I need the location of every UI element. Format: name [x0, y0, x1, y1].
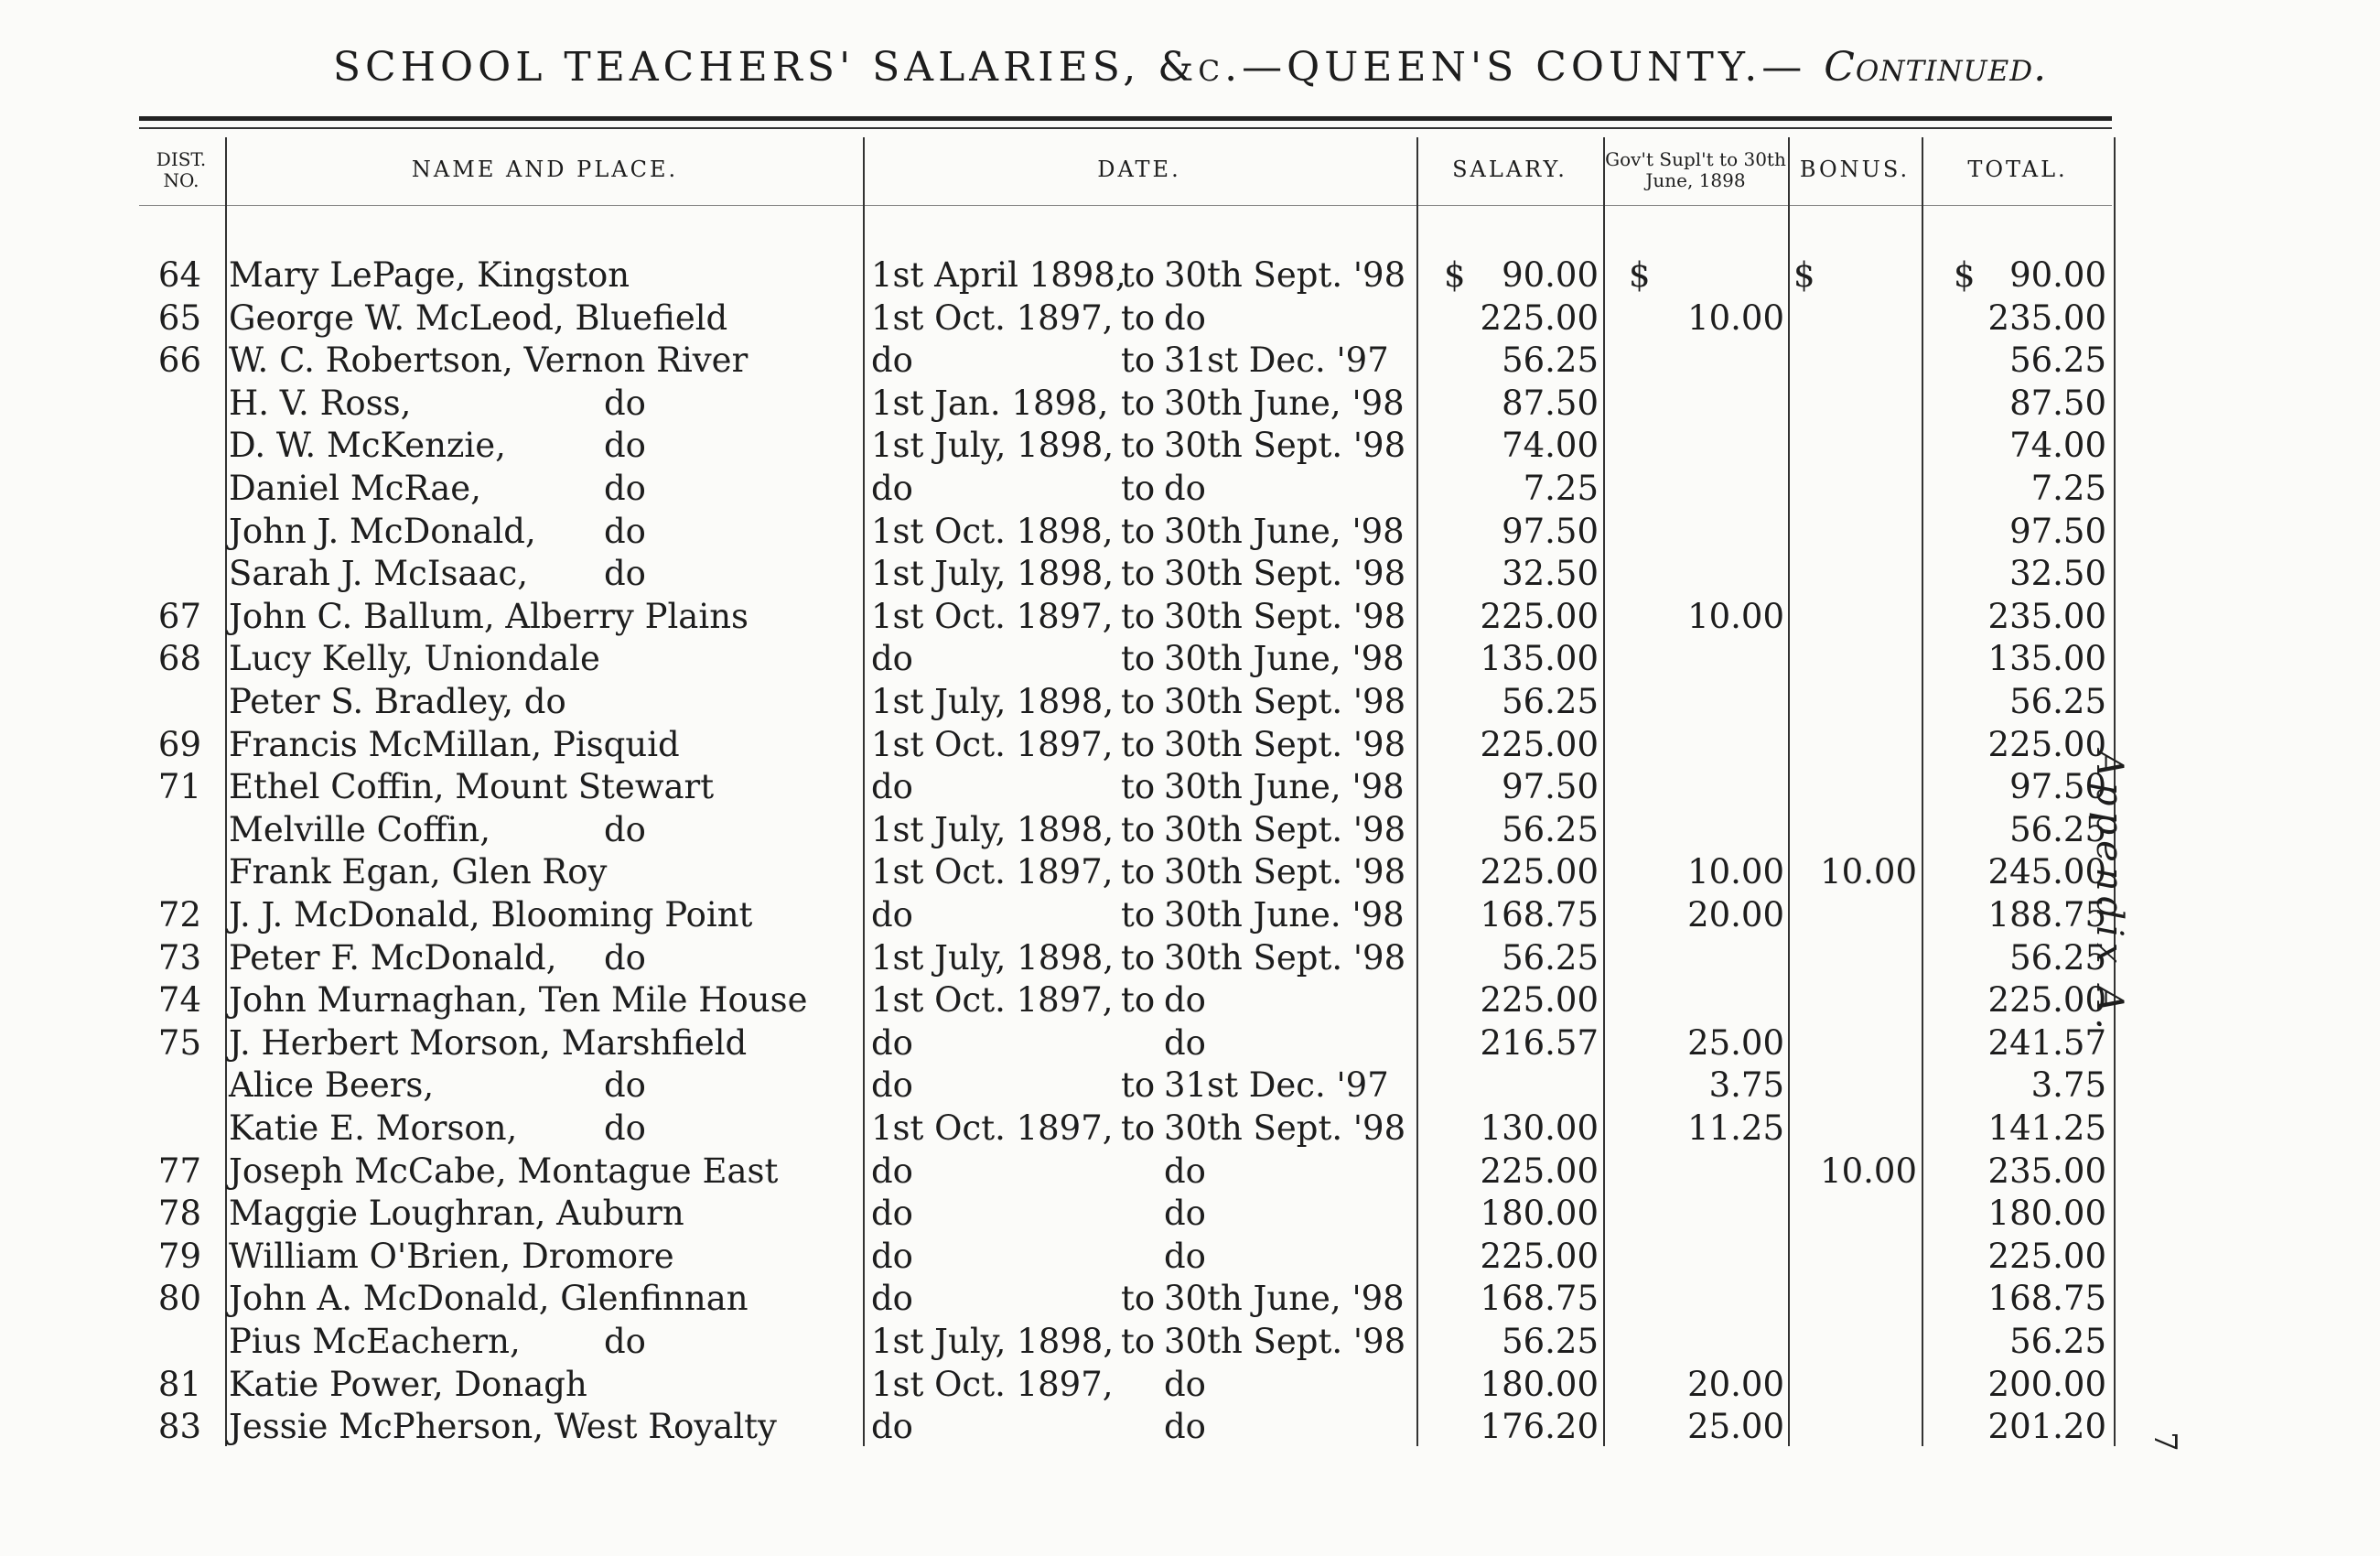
total-amount: 56.25 — [2009, 340, 2106, 380]
total-amount: 74.00 — [2009, 426, 2106, 465]
dist-number: 65 — [157, 298, 201, 338]
teacher-name: Mary LePage, Kingston — [229, 255, 630, 295]
total-amount: 97.50 — [2009, 512, 2106, 551]
column-divider — [1788, 137, 1790, 1446]
total-amount: 235.00 — [1987, 597, 2106, 636]
salary-amount: 225.00 — [1480, 298, 1599, 338]
column-header-rule — [139, 205, 2112, 206]
date-to: to — [1121, 1065, 1156, 1105]
bonus-amount: 10.00 — [1820, 1151, 1917, 1191]
dist-number: 68 — [157, 639, 201, 678]
date-from: do — [871, 1151, 913, 1191]
col-header-name: NAME AND PLACE. — [411, 157, 679, 183]
place-ditto: do — [604, 426, 646, 465]
date-end: do — [1164, 1151, 1206, 1191]
teacher-name: William O'Brien, Dromore — [229, 1237, 674, 1276]
total-amount: 87.50 — [2009, 384, 2106, 423]
date-to: to — [1121, 1108, 1156, 1148]
currency-symbol: $ — [1444, 255, 1466, 295]
date-from: 1st Oct. 1897, — [871, 725, 1114, 764]
currency-symbol: $ — [1793, 255, 1815, 295]
date-end: 31st Dec. '97 — [1164, 340, 1389, 380]
salary-amount: 225.00 — [1480, 1151, 1599, 1191]
date-end: 30th Sept. '98 — [1164, 255, 1406, 295]
col-header-salary: SALARY. — [1452, 157, 1567, 183]
teacher-name: J. Herbert Morson, Marshfield — [229, 1023, 748, 1063]
govt-supplement-amount: 20.00 — [1687, 895, 1784, 935]
date-from: 1st July, 1898, — [871, 682, 1115, 721]
date-end: 30th June, '98 — [1164, 767, 1405, 806]
date-to: to — [1121, 810, 1156, 849]
salary-amount: 32.50 — [1502, 554, 1599, 593]
total-amount: 180.00 — [1987, 1194, 2106, 1233]
column-divider — [863, 137, 865, 1446]
dist-number: 83 — [157, 1407, 201, 1446]
date-to: to — [1121, 340, 1156, 380]
teacher-name: John J. McDonald, — [229, 512, 536, 551]
date-end: 30th June, '98 — [1164, 384, 1405, 423]
date-to: to — [1121, 469, 1156, 508]
place-ditto: do — [604, 1108, 646, 1148]
teacher-name: John C. Ballum, Alberry Plains — [229, 597, 749, 636]
salary-amount: 216.57 — [1480, 1023, 1599, 1063]
teacher-name: Melville Coffin, — [229, 810, 490, 849]
govt-supplement-amount: 10.00 — [1687, 852, 1784, 891]
salary-amount: 168.75 — [1480, 895, 1599, 935]
total-amount: 201.20 — [1987, 1407, 2106, 1446]
teacher-name: J. J. McDonald, Blooming Point — [229, 895, 753, 935]
dist-number: 80 — [157, 1279, 201, 1318]
dist-number: 69 — [157, 725, 201, 764]
teacher-name: Jessie McPherson, West Royalty — [229, 1407, 777, 1446]
salary-amount: 225.00 — [1480, 597, 1599, 636]
date-from: do — [871, 1023, 913, 1063]
date-end: do — [1164, 1023, 1206, 1063]
date-from: 1st Oct. 1897, — [871, 597, 1114, 636]
date-from: do — [871, 340, 913, 380]
teacher-name: Joseph McCabe, Montague East — [229, 1151, 779, 1191]
total-amount: 235.00 — [1987, 298, 2106, 338]
govt-supplement-amount: 11.25 — [1687, 1108, 1784, 1148]
date-to: to — [1121, 1322, 1156, 1361]
date-from: do — [871, 1194, 913, 1233]
total-amount: 141.25 — [1987, 1108, 2106, 1148]
total-amount: 200.00 — [1987, 1365, 2106, 1404]
total-amount: 225.00 — [1987, 980, 2106, 1020]
total-amount: 235.00 — [1987, 1151, 2106, 1191]
govt-supplement-amount: 20.00 — [1687, 1365, 1784, 1404]
salary-amount: 56.25 — [1502, 938, 1599, 978]
salary-amount: 168.75 — [1480, 1279, 1599, 1318]
salary-amount: 176.20 — [1480, 1407, 1599, 1446]
total-amount: 90.00 — [2009, 255, 2106, 295]
total-amount: 225.00 — [1987, 725, 2106, 764]
date-from: 1st April 1898, — [871, 255, 1126, 295]
date-to: to — [1121, 512, 1156, 551]
teacher-name: Maggie Loughran, Auburn — [229, 1194, 684, 1233]
place-ditto: do — [604, 384, 646, 423]
date-to: to — [1121, 938, 1156, 978]
teacher-name: John A. McDonald, Glenfinnan — [229, 1279, 748, 1318]
salary-amount: 130.00 — [1480, 1108, 1599, 1148]
teacher-name: Peter F. McDonald, — [229, 938, 557, 978]
currency-symbol: $ — [1954, 255, 1976, 295]
date-from: 1st Oct. 1897, — [871, 852, 1114, 891]
teacher-name: Katie Power, Donagh — [229, 1365, 587, 1404]
total-amount: 56.25 — [2009, 810, 2106, 849]
total-amount: 32.50 — [2009, 554, 2106, 593]
salary-amount: 97.50 — [1502, 512, 1599, 551]
date-end: 30th June, '98 — [1164, 639, 1405, 678]
date-from: 1st Oct. 1898, — [871, 512, 1114, 551]
date-from: 1st July, 1898, — [871, 938, 1115, 978]
date-from: 1st July, 1898, — [871, 1322, 1115, 1361]
col-header-total: TOTAL. — [1967, 157, 2068, 183]
teacher-name: Peter S. Bradley, do — [229, 682, 566, 721]
date-from: 1st Jan. 1898, — [871, 384, 1109, 423]
dist-number: 66 — [157, 340, 201, 380]
dist-number: 73 — [157, 938, 201, 978]
teacher-name: Alice Beers, — [229, 1065, 435, 1105]
page-title-main: SCHOOL TEACHERS' SALARIES, &c.—QUEEN'S COUNTY.— — [332, 44, 1807, 91]
date-end: do — [1164, 298, 1206, 338]
total-amount: 3.75 — [2030, 1065, 2106, 1105]
date-from: 1st Oct. 1897, — [871, 298, 1114, 338]
total-amount: 7.25 — [2030, 469, 2106, 508]
total-amount: 97.50 — [2009, 767, 2106, 806]
place-ditto: do — [604, 1065, 646, 1105]
page-title — [0, 44, 2380, 91]
govt-supplement-amount: 25.00 — [1687, 1407, 1784, 1446]
date-from: 1st Oct. 1897, — [871, 980, 1114, 1020]
currency-symbol: $ — [1629, 255, 1651, 295]
col-header-govt: Gov't Supl't to 30th June, 1898 — [1605, 148, 1786, 191]
place-ditto: do — [604, 512, 646, 551]
date-to: to — [1121, 384, 1156, 423]
salary-amount: 56.25 — [1502, 682, 1599, 721]
date-end: do — [1164, 469, 1206, 508]
column-divider — [1603, 137, 1605, 1446]
dist-number: 72 — [157, 895, 201, 935]
teacher-name: H. V. Ross, — [229, 384, 412, 423]
date-from: do — [871, 469, 913, 508]
date-end: 30th Sept. '98 — [1164, 682, 1406, 721]
date-end: 30th Sept. '98 — [1164, 1108, 1406, 1148]
place-ditto: do — [604, 810, 646, 849]
dist-number: 67 — [157, 597, 201, 636]
date-to: to — [1121, 554, 1156, 593]
govt-supplement-amount: 10.00 — [1687, 597, 1784, 636]
column-divider — [225, 137, 227, 1446]
dist-number: 78 — [157, 1194, 201, 1233]
place-ditto: do — [604, 1322, 646, 1361]
date-from: do — [871, 1237, 913, 1276]
dist-number: 81 — [157, 1365, 201, 1404]
date-end: do — [1164, 1407, 1206, 1446]
date-from: do — [871, 639, 913, 678]
date-end: do — [1164, 1237, 1206, 1276]
bonus-amount: 10.00 — [1820, 852, 1917, 891]
date-end: 30th Sept. '98 — [1164, 426, 1406, 465]
dist-number: 79 — [157, 1237, 201, 1276]
teacher-name: Daniel McRae, — [229, 469, 481, 508]
total-amount: 56.25 — [2009, 938, 2106, 978]
date-from: 1st July, 1898, — [871, 554, 1115, 593]
total-amount: 225.00 — [1987, 1237, 2106, 1276]
salary-amount: 56.25 — [1502, 1322, 1599, 1361]
place-ditto: do — [604, 554, 646, 593]
col-header-date: DATE. — [1097, 157, 1181, 183]
teacher-name: George W. McLeod, Bluefield — [229, 298, 728, 338]
appendix-side-label: Appendix A. — [2088, 751, 2130, 1035]
date-to: to — [1121, 597, 1156, 636]
teacher-name: Frank Egan, Glen Roy — [229, 852, 608, 891]
column-divider — [1416, 137, 1418, 1446]
date-to: to — [1121, 255, 1156, 295]
date-end: 30th Sept. '98 — [1164, 725, 1406, 764]
col-header-dist: DIST. NO. — [156, 148, 207, 191]
salary-amount: 56.25 — [1502, 340, 1599, 380]
teacher-name: W. C. Robertson, Vernon River — [229, 340, 748, 380]
salary-amount: 56.25 — [1502, 810, 1599, 849]
salary-amount: 225.00 — [1480, 725, 1599, 764]
date-end: do — [1164, 1194, 1206, 1233]
page-title-continued: Continued. — [1824, 44, 2048, 91]
date-from: 1st Oct. 1897, — [871, 1108, 1114, 1148]
teacher-name: John Murnaghan, Ten Mile House — [229, 980, 808, 1020]
date-to: to — [1121, 852, 1156, 891]
dist-number: 64 — [157, 255, 201, 295]
salary-amount: 7.25 — [1523, 469, 1599, 508]
total-amount: 245.00 — [1987, 852, 2106, 891]
date-to: to — [1121, 895, 1156, 935]
salary-amount: 97.50 — [1502, 767, 1599, 806]
salary-amount: 225.00 — [1480, 980, 1599, 1020]
column-divider — [1922, 137, 1923, 1446]
date-end: 30th Sept. '98 — [1164, 597, 1406, 636]
place-ditto: do — [604, 938, 646, 978]
date-to: to — [1121, 980, 1156, 1020]
date-from: 1st July, 1898, — [871, 426, 1115, 465]
date-from: do — [871, 1279, 913, 1318]
salary-amount: 74.00 — [1502, 426, 1599, 465]
date-end: 30th Sept. '98 — [1164, 810, 1406, 849]
date-end: do — [1164, 1365, 1206, 1404]
teacher-name: Pius McEachern, — [229, 1322, 521, 1361]
date-from: do — [871, 895, 913, 935]
date-from: 1st Oct. 1897, — [871, 1365, 1114, 1404]
teacher-name: Lucy Kelly, Uniondale — [229, 639, 600, 678]
date-end: 30th Sept. '98 — [1164, 1322, 1406, 1361]
date-from: do — [871, 767, 913, 806]
date-to: to — [1121, 298, 1156, 338]
salary-amount: 87.50 — [1502, 384, 1599, 423]
salary-amount: 180.00 — [1480, 1365, 1599, 1404]
date-end: 30th Sept. '98 — [1164, 554, 1406, 593]
teacher-name: Katie E. Morson, — [229, 1108, 518, 1148]
total-amount: 56.25 — [2009, 1322, 2106, 1361]
date-from: do — [871, 1065, 913, 1105]
dist-number: 74 — [157, 980, 201, 1020]
date-end: 30th June, '98 — [1164, 512, 1405, 551]
total-amount: 56.25 — [2009, 682, 2106, 721]
date-to: to — [1121, 767, 1156, 806]
teacher-name: Sarah J. McIsaac, — [229, 554, 529, 593]
total-amount: 188.75 — [1987, 895, 2106, 935]
date-to: to — [1121, 682, 1156, 721]
govt-supplement-amount: 3.75 — [1708, 1065, 1784, 1105]
date-to: to — [1121, 725, 1156, 764]
date-from: do — [871, 1407, 913, 1446]
salary-amount: 135.00 — [1480, 639, 1599, 678]
govt-supplement-amount: 10.00 — [1687, 298, 1784, 338]
total-amount: 135.00 — [1987, 639, 2106, 678]
date-end: 30th June, '98 — [1164, 1279, 1405, 1318]
header-rule-thick — [139, 116, 2112, 121]
dist-number: 75 — [157, 1023, 201, 1063]
date-end: 30th June. '98 — [1164, 895, 1405, 935]
date-end: 31st Dec. '97 — [1164, 1065, 1389, 1105]
teacher-name: D. W. McKenzie, — [229, 426, 506, 465]
place-ditto: do — [604, 469, 646, 508]
date-to: to — [1121, 426, 1156, 465]
date-end: do — [1164, 980, 1206, 1020]
salary-amount: 225.00 — [1480, 852, 1599, 891]
date-to: to — [1121, 1279, 1156, 1318]
salary-amount: 90.00 — [1502, 255, 1599, 295]
date-to: to — [1121, 639, 1156, 678]
dist-number: 77 — [157, 1151, 201, 1191]
salary-amount: 180.00 — [1480, 1194, 1599, 1233]
page-number: 7 — [2146, 1432, 2183, 1452]
date-from: 1st July, 1898, — [871, 810, 1115, 849]
date-end: 30th Sept. '98 — [1164, 938, 1406, 978]
govt-supplement-amount: 25.00 — [1687, 1023, 1784, 1063]
salary-amount: 225.00 — [1480, 1237, 1599, 1276]
total-amount: 168.75 — [1987, 1279, 2106, 1318]
col-header-bonus: BONUS. — [1799, 157, 1911, 183]
dist-number: 71 — [157, 767, 201, 806]
teacher-name: Ethel Coffin, Mount Stewart — [229, 767, 715, 806]
date-end: 30th Sept. '98 — [1164, 852, 1406, 891]
total-amount: 241.57 — [1987, 1023, 2106, 1063]
teacher-name: Francis McMillan, Pisquid — [229, 725, 680, 764]
header-rule-thin — [139, 127, 2112, 129]
